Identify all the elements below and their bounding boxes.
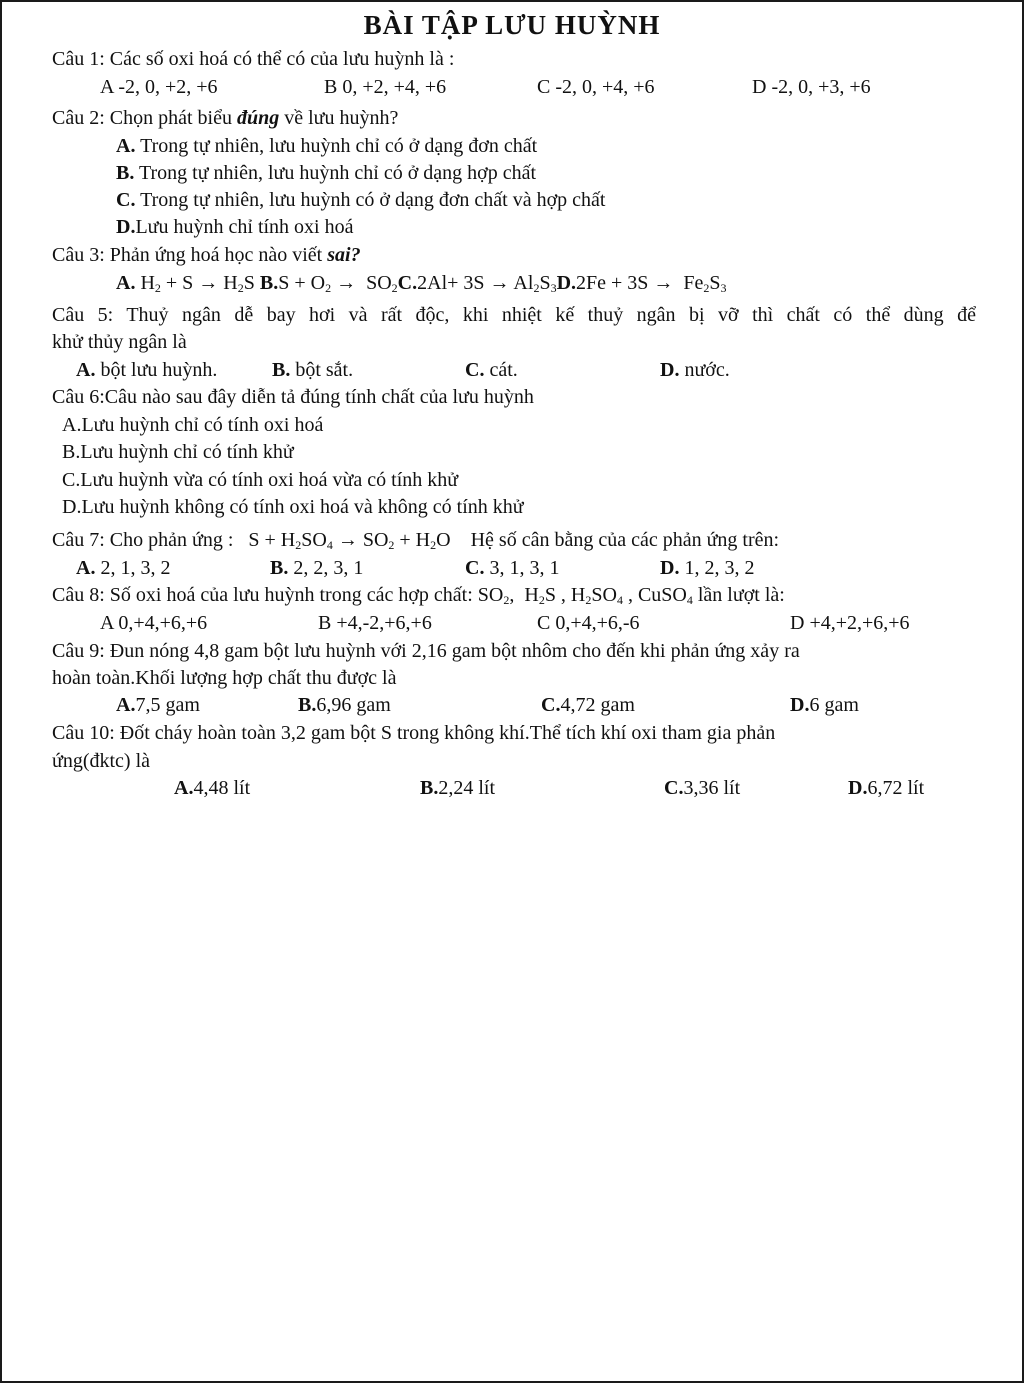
q7-option-c: C. 3, 1, 3, 1	[465, 557, 560, 579]
q9-stem-line1: Câu 9: Đun nóng 4,8 gam bột lưu huỳnh với 2,16 gam bột nhôm cho đến khi phản ứng xảy ra	[52, 640, 800, 662]
q5-option-c: C. cát.	[465, 359, 518, 381]
q10-stem-line1: Câu 10: Đốt cháy hoàn toàn 3,2 gam bột S trong không khí.Thể tích khí oxi tham gia phản	[52, 722, 776, 744]
q7-stem: Câu 7: Cho phản ứng : $S + H_2SO_4 \to SO_2 + H_2O$ Hệ số cân bằng của các phản ứng trên:	[52, 529, 780, 552]
q9-option-c: C.4,72 gam	[541, 694, 635, 716]
q10-stem-line2: ứng(đktc) là	[52, 750, 151, 772]
q10-option-a: A.4,48 lít	[174, 777, 251, 799]
q6-option-c: C.Lưu huỳnh vừa có tính oxi hoá vừa có tính khử	[62, 469, 459, 491]
q2-option-c: C. Trong tự nhiên, lưu huỳnh có ở dạng đơn chất và hợp chất	[116, 189, 606, 211]
q6-stem: Câu 6:Câu nào sau đây diễn tả đúng tính chất của lưu huỳnh	[52, 386, 534, 408]
q10-option-d: D.6,72 lít	[848, 777, 925, 799]
q1-option-c: C -2, 0, +4, +6	[537, 76, 655, 98]
q7-option-d: D. 1, 2, 3, 2	[660, 557, 755, 579]
page-title: BÀI TẬP LƯU HUỲNH	[363, 10, 661, 40]
q8-option-a: A 0,+4,+6,+6	[100, 612, 208, 634]
q3-reactions: A. $H_2 + S \to H_2S$ $B.S + O_2 \to SO_2C.2Al+ 3S \to Al_2S_3D.2Fe + 3S \to Fe_2S_3$	[116, 272, 727, 295]
q5-option-b: B. bột sắt.	[272, 359, 354, 381]
q8-option-c: C 0,+4,+6,-6	[537, 612, 640, 634]
q9-option-a: A.7,5 gam	[116, 694, 200, 716]
q7-option-b: B. 2, 2, 3, 1	[270, 557, 364, 579]
q1-option-b: B 0, +2, +4, +6	[324, 76, 447, 98]
q5-option-d: D. nước.	[660, 359, 730, 381]
q2-option-d: D.Lưu huỳnh chỉ tính oxi hoá	[116, 216, 354, 238]
q2-stem: Câu 2: Chọn phát biểu đúng về lưu huỳnh?	[52, 107, 399, 129]
q2-option-a: A. Trong tự nhiên, lưu huỳnh chỉ có ở dạng đơn chất	[116, 135, 538, 157]
q10-option-b: B.2,24 lít	[420, 777, 496, 799]
q1-stem: Câu 1: Các số oxi hoá có thể có của lưu huỳnh là :	[52, 48, 455, 70]
q9-option-b: B.6,96 gam	[298, 694, 391, 716]
q5-option-a: A. bột lưu huỳnh.	[76, 359, 218, 381]
q8-option-d: D +4,+2,+6,+6	[790, 612, 910, 634]
q7-option-a: A. 2, 1, 3, 2	[76, 557, 171, 579]
q6-option-b: B.Lưu huỳnh chỉ có tính khử	[62, 441, 294, 463]
q3-stem: Câu 3: Phản ứng hoá học nào viết sai?	[52, 244, 361, 266]
q5-stem-line2: khử thủy ngân là	[52, 331, 187, 353]
q2-option-b: B. Trong tự nhiên, lưu huỳnh chỉ có ở dạng hợp chất	[116, 162, 537, 184]
q1-option-d: D -2, 0, +3, +6	[752, 76, 871, 98]
q5-stem-line1: Câu 5: Thuỷ ngân dễ bay hơi và rất độc, khi nhiệt kế thuỷ ngân bị vỡ thì chất có thể dùng để	[52, 304, 976, 326]
q6-option-a: A.Lưu huỳnh chỉ có tính oxi hoá	[62, 414, 324, 436]
q1-option-a: A -2, 0, +2, +6	[100, 76, 218, 98]
q6-option-d: D.Lưu huỳnh không có tính oxi hoá và không có tính khử	[62, 496, 524, 518]
q8-option-b: B +4,-2,+6,+6	[318, 612, 432, 634]
q8-stem: Câu 8: Số oxi hoá của lưu huỳnh trong các hợp chất: $SO_2$, $H_2S$ , $H_2SO_4$ , CuSO$_4$ lần lượt là:	[52, 584, 785, 607]
q9-option-d: D.6 gam	[790, 694, 859, 716]
q9-stem-line2: hoàn toàn.Khối lượng hợp chất thu được là	[52, 667, 397, 689]
q10-option-c: C.3,36 lít	[664, 777, 741, 799]
